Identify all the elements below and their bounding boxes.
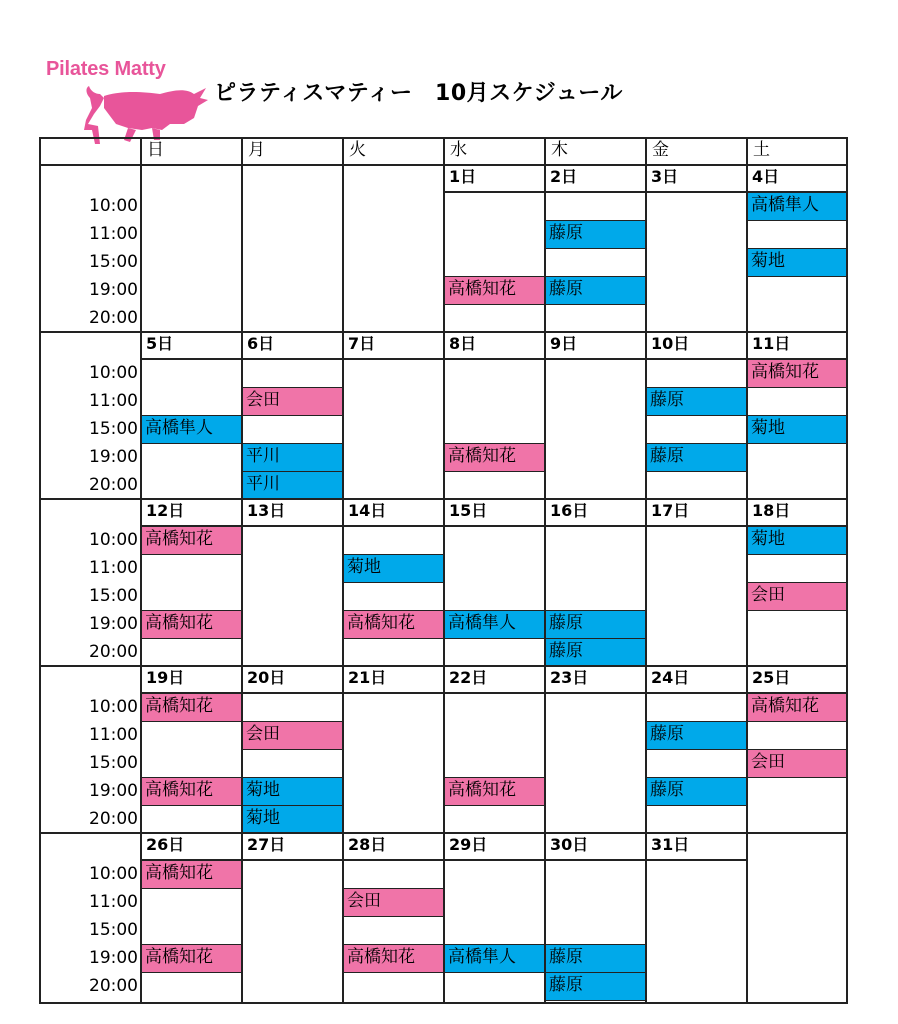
lesson-bar[interactable]: 高橋知花 xyxy=(444,276,545,305)
time-label: 10:00 xyxy=(89,196,138,216)
grid-line xyxy=(645,137,647,1004)
grid-line xyxy=(545,358,646,360)
day-number: 18日 xyxy=(752,501,791,520)
grid-line xyxy=(846,137,848,1004)
lesson-bar[interactable]: 会田 xyxy=(747,582,848,611)
lesson-bar[interactable]: 高橋隼人 xyxy=(444,944,545,973)
day-number: 5日 xyxy=(146,334,174,353)
grid-line xyxy=(242,692,343,694)
time-label: 11:00 xyxy=(89,892,138,912)
lesson-bar[interactable]: 高橋知花 xyxy=(141,944,242,973)
grid-line xyxy=(545,191,646,193)
logo-text: Pilates Matty xyxy=(46,58,166,80)
day-number: 20日 xyxy=(247,668,286,687)
day-number: 23日 xyxy=(550,668,589,687)
lesson-bar[interactable]: 藤原 xyxy=(646,777,747,806)
lesson-bar[interactable]: 会田 xyxy=(242,387,343,416)
grid-line xyxy=(140,137,142,1004)
time-label: 11:00 xyxy=(89,224,138,244)
lesson-bar[interactable]: 会田 xyxy=(343,888,444,917)
lesson-bar[interactable]: 高橋隼人 xyxy=(747,192,848,221)
grid-line xyxy=(646,525,747,527)
day-number: 24日 xyxy=(651,668,690,687)
lesson-bar[interactable]: 高橋知花 xyxy=(343,944,444,973)
time-label: 20:00 xyxy=(89,642,138,662)
lesson-bar[interactable]: 平川 xyxy=(242,471,343,500)
day-number: 4日 xyxy=(752,167,780,186)
lesson-bar[interactable]: 藤原 xyxy=(545,972,646,1001)
lesson-bar[interactable]: 菊地 xyxy=(242,805,343,834)
grid-line xyxy=(39,137,41,1004)
schedule-table xyxy=(39,137,848,1004)
day-number: 6日 xyxy=(247,334,275,353)
grid-line xyxy=(343,525,444,527)
lesson-bar[interactable]: 高橋知花 xyxy=(444,777,545,806)
day-number: 21日 xyxy=(348,668,387,687)
grid-line xyxy=(646,692,747,694)
time-label: 19:00 xyxy=(89,447,138,467)
grid-line xyxy=(444,191,545,193)
grid-line xyxy=(342,137,344,1004)
lesson-bar[interactable]: 高橋知花 xyxy=(343,610,444,639)
time-label: 15:00 xyxy=(89,920,138,940)
lesson-bar[interactable]: 藤原 xyxy=(545,220,646,249)
day-number: 19日 xyxy=(146,668,185,687)
time-label: 15:00 xyxy=(89,586,138,606)
lesson-bar[interactable]: 高橋知花 xyxy=(747,693,848,722)
lesson-bar[interactable]: 菊地 xyxy=(747,526,848,555)
time-label: 11:00 xyxy=(89,391,138,411)
grid-line xyxy=(545,692,646,694)
day-number: 1日 xyxy=(449,167,477,186)
day-number: 28日 xyxy=(348,835,387,854)
weekday-header: 日 xyxy=(147,140,164,160)
lesson-bar[interactable]: 藤原 xyxy=(545,638,646,667)
day-number: 22日 xyxy=(449,668,488,687)
time-label: 20:00 xyxy=(89,475,138,495)
weekday-header: 木 xyxy=(551,140,568,160)
time-label: 20:00 xyxy=(89,976,138,996)
grid-line xyxy=(646,859,747,861)
time-label: 20:00 xyxy=(89,809,138,829)
time-label: 15:00 xyxy=(89,419,138,439)
day-number: 2日 xyxy=(550,167,578,186)
lesson-bar[interactable]: 藤原 xyxy=(646,387,747,416)
time-label: 10:00 xyxy=(89,864,138,884)
lesson-bar[interactable]: 会田 xyxy=(242,721,343,750)
lesson-bar[interactable]: 藤原 xyxy=(545,276,646,305)
lesson-bar[interactable]: 高橋知花 xyxy=(141,610,242,639)
lesson-bar[interactable]: 高橋知花 xyxy=(141,693,242,722)
time-label: 10:00 xyxy=(89,363,138,383)
lesson-bar[interactable]: 高橋知花 xyxy=(141,860,242,889)
grid-line xyxy=(241,137,243,1004)
weekday-header: 水 xyxy=(450,140,467,160)
grid-line xyxy=(242,859,343,861)
weekday-header: 土 xyxy=(753,140,770,160)
day-number: 3日 xyxy=(651,167,679,186)
grid-line xyxy=(444,692,545,694)
grid-line xyxy=(343,358,444,360)
day-number: 16日 xyxy=(550,501,589,520)
grid-line xyxy=(545,525,646,527)
lesson-bar[interactable]: 高橋知花 xyxy=(141,526,242,555)
grid-line xyxy=(544,137,546,1004)
time-label: 19:00 xyxy=(89,280,138,300)
grid-line xyxy=(646,358,747,360)
day-number: 31日 xyxy=(651,835,690,854)
day-number: 12日 xyxy=(146,501,185,520)
day-number: 26日 xyxy=(146,835,185,854)
time-label: 20:00 xyxy=(89,308,138,328)
time-label: 15:00 xyxy=(89,753,138,773)
lesson-bar[interactable]: 高橋知花 xyxy=(141,777,242,806)
day-number: 11日 xyxy=(752,334,791,353)
lesson-bar[interactable]: 菊地 xyxy=(747,415,848,444)
lesson-bar[interactable]: 藤原 xyxy=(646,721,747,750)
lesson-bar[interactable]: 平川 xyxy=(242,443,343,472)
day-number: 9日 xyxy=(550,334,578,353)
lesson-bar[interactable]: 高橋知花 xyxy=(747,359,848,388)
weekday-header: 月 xyxy=(248,140,265,160)
day-number: 17日 xyxy=(651,501,690,520)
day-number: 14日 xyxy=(348,501,387,520)
time-label: 10:00 xyxy=(89,530,138,550)
time-label: 19:00 xyxy=(89,781,138,801)
time-label: 15:00 xyxy=(89,252,138,272)
day-number: 15日 xyxy=(449,501,488,520)
lesson-bar[interactable]: 菊地 xyxy=(747,248,848,277)
day-number: 13日 xyxy=(247,501,286,520)
grid-line xyxy=(444,525,545,527)
day-number: 10日 xyxy=(651,334,690,353)
grid-line xyxy=(242,358,343,360)
grid-line xyxy=(444,859,545,861)
day-number: 29日 xyxy=(449,835,488,854)
day-number: 27日 xyxy=(247,835,286,854)
grid-line xyxy=(242,525,343,527)
lesson-bar[interactable]: 藤原 xyxy=(545,944,646,973)
time-label: 10:00 xyxy=(89,697,138,717)
page-title: ピラティスマティー 10月スケジュール xyxy=(214,81,623,106)
grid-line xyxy=(443,137,445,1004)
grid-line xyxy=(141,358,242,360)
weekday-header: 火 xyxy=(349,140,366,160)
grid-line xyxy=(746,137,748,1004)
time-label: 11:00 xyxy=(89,725,138,745)
time-label: 19:00 xyxy=(89,948,138,968)
day-number: 8日 xyxy=(449,334,477,353)
lesson-bar[interactable]: 菊地 xyxy=(343,554,444,583)
day-number: 30日 xyxy=(550,835,589,854)
time-label: 19:00 xyxy=(89,614,138,634)
lesson-bar[interactable]: 藤原 xyxy=(545,610,646,639)
grid-line xyxy=(444,358,545,360)
grid-line xyxy=(343,692,444,694)
lesson-bar[interactable]: 菊地 xyxy=(242,777,343,806)
lesson-bar[interactable]: 会田 xyxy=(747,749,848,778)
day-number: 25日 xyxy=(752,668,791,687)
grid-line xyxy=(646,191,747,193)
lesson-bar[interactable]: 高橋隼人 xyxy=(444,610,545,639)
time-label: 11:00 xyxy=(89,558,138,578)
grid-line xyxy=(545,859,646,861)
lesson-bar[interactable]: 高橋知花 xyxy=(444,443,545,472)
lesson-bar[interactable]: 高橋隼人 xyxy=(141,415,242,444)
weekday-header: 金 xyxy=(652,140,669,160)
lesson-bar[interactable]: 藤原 xyxy=(646,443,747,472)
grid-line xyxy=(343,859,444,861)
day-number: 7日 xyxy=(348,334,376,353)
